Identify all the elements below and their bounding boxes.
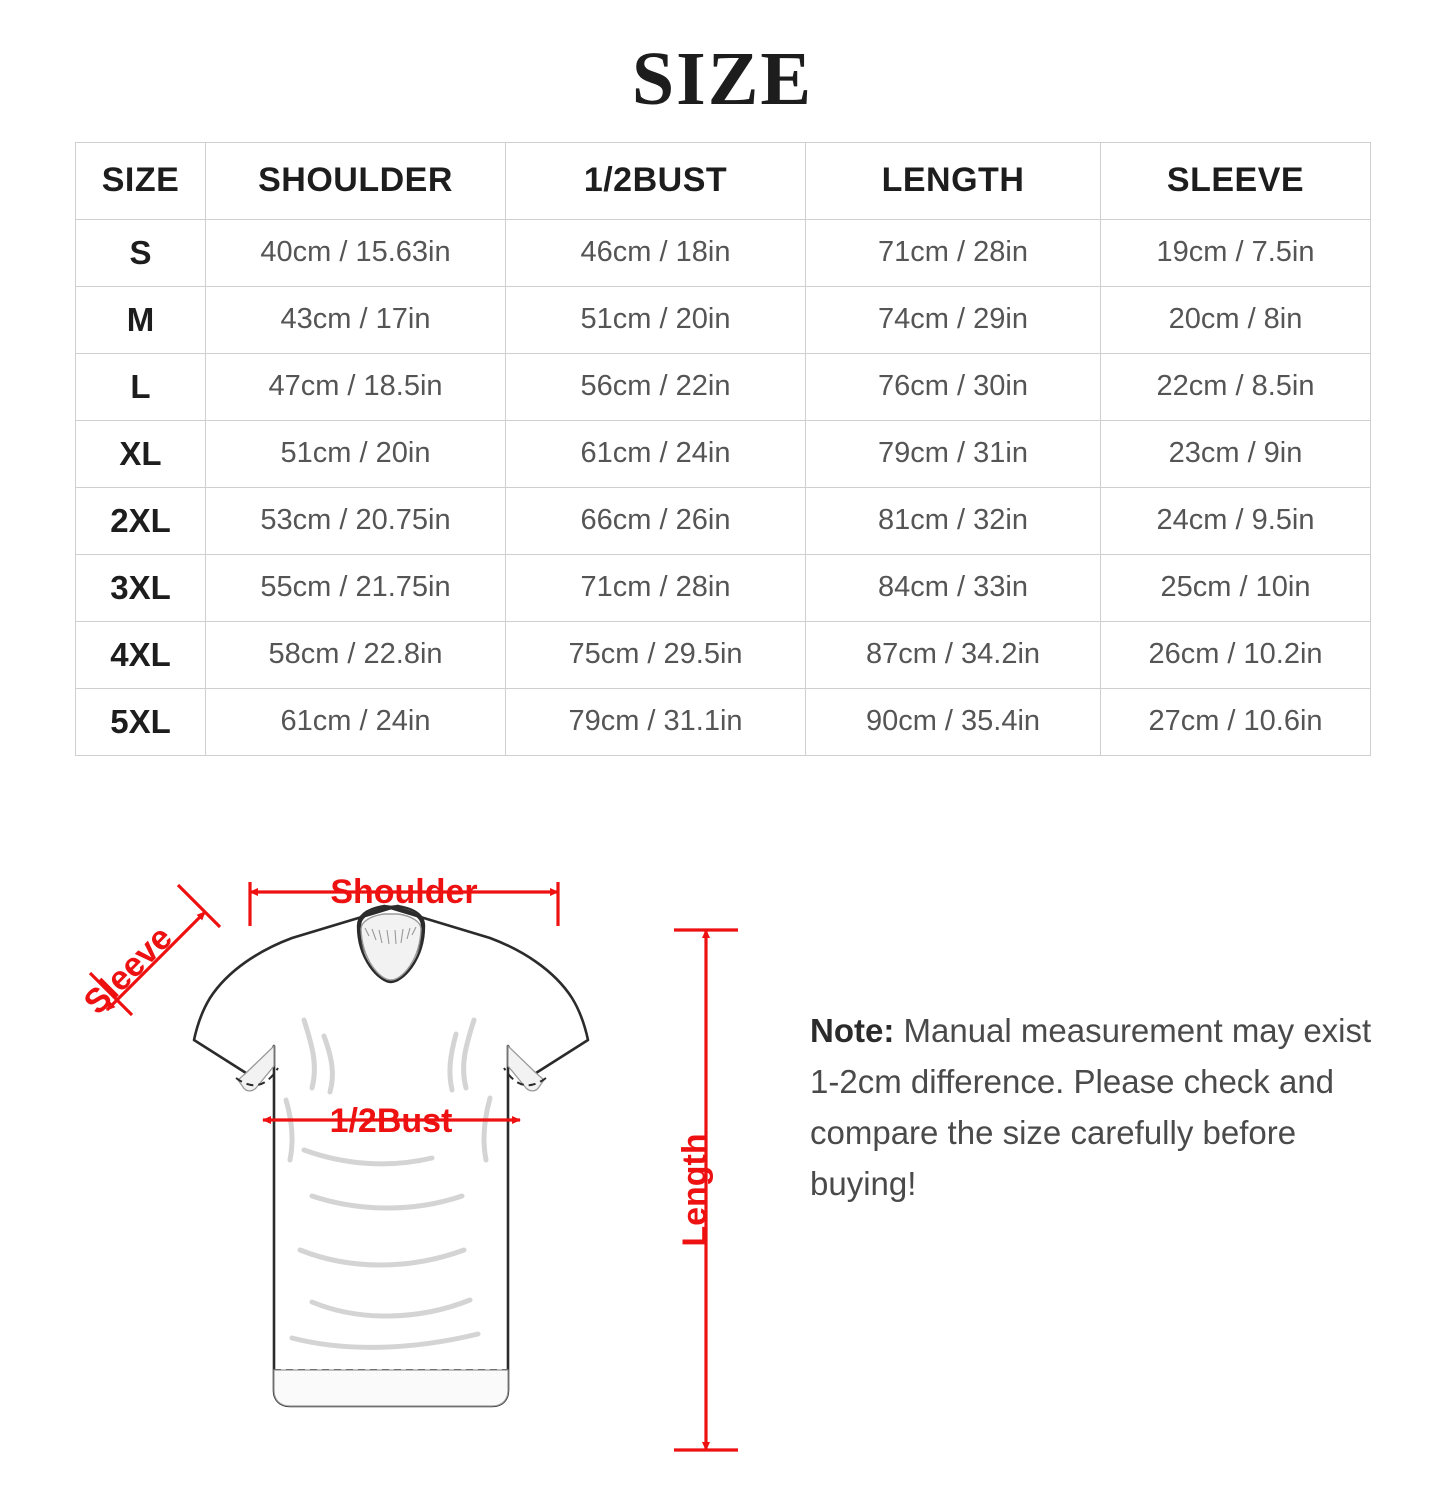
- cell-length: 74cm / 29in: [806, 286, 1101, 353]
- cell-sleeve: 23cm / 9in: [1101, 420, 1371, 487]
- column-header-shoulder: SHOULDER: [206, 142, 506, 219]
- note-body: Manual measurement may exist 1-2cm difference. Please check and compare the size carefully before buying!: [810, 1012, 1372, 1203]
- table-header-row: [76, 142, 1371, 219]
- cell-bust: 75cm / 29.5in: [506, 621, 806, 688]
- cell-sleeve: 27cm / 10.6in: [1101, 688, 1371, 755]
- cell-shoulder: 43cm / 17in: [206, 286, 506, 353]
- cell-size: L: [76, 353, 206, 420]
- cell-size: S: [76, 219, 206, 286]
- table-row: [76, 219, 1371, 286]
- shoulder-label: Shoulder: [330, 873, 478, 911]
- sleeve-dimension: [77, 885, 220, 1022]
- cell-bust: 56cm / 22in: [506, 353, 806, 420]
- cell-shoulder: 40cm / 15.63in: [206, 219, 506, 286]
- cell-length: 84cm / 33in: [806, 554, 1101, 621]
- length-dimension: [674, 930, 738, 1450]
- cell-size: 5XL: [76, 688, 206, 755]
- cell-shoulder: 58cm / 22.8in: [206, 621, 506, 688]
- table-row: [76, 554, 1371, 621]
- cell-size: 2XL: [76, 487, 206, 554]
- cell-bust: 71cm / 28in: [506, 554, 806, 621]
- column-header-bust: 1/2BUST: [506, 142, 806, 219]
- table-row: [76, 688, 1371, 755]
- note-text: [810, 1005, 1400, 1210]
- cell-sleeve: 22cm / 8.5in: [1101, 353, 1371, 420]
- cell-size: 4XL: [76, 621, 206, 688]
- cell-bust: 66cm / 26in: [506, 487, 806, 554]
- cell-length: 71cm / 28in: [806, 219, 1101, 286]
- cell-sleeve: 26cm / 10.2in: [1101, 621, 1371, 688]
- tshirt-diagram-svg: [60, 830, 800, 1470]
- column-header-sleeve: SLEEVE: [1101, 142, 1371, 219]
- cell-length: 76cm / 30in: [806, 353, 1101, 420]
- length-label: Length: [676, 1133, 714, 1247]
- cell-length: 87cm / 34.2in: [806, 621, 1101, 688]
- cell-length: 81cm / 32in: [806, 487, 1101, 554]
- cell-size: 3XL: [76, 554, 206, 621]
- note-label: Note:: [810, 1012, 895, 1049]
- cell-sleeve: 20cm / 8in: [1101, 286, 1371, 353]
- size-chart-table: [75, 142, 1370, 756]
- cell-bust: 61cm / 24in: [506, 420, 806, 487]
- cell-length: 79cm / 31in: [806, 420, 1101, 487]
- cell-shoulder: 53cm / 20.75in: [206, 487, 506, 554]
- table-row: [76, 420, 1371, 487]
- cell-bust: 79cm / 31.1in: [506, 688, 806, 755]
- cell-bust: 51cm / 20in: [506, 286, 806, 353]
- tshirt-illustration: [194, 906, 588, 1406]
- table-row: [76, 487, 1371, 554]
- table-row: [76, 353, 1371, 420]
- column-header-length: LENGTH: [806, 142, 1101, 219]
- cell-size: M: [76, 286, 206, 353]
- measurement-diagram: [0, 810, 1445, 1485]
- cell-sleeve: 25cm / 10in: [1101, 554, 1371, 621]
- cell-sleeve: 24cm / 9.5in: [1101, 487, 1371, 554]
- cell-size: XL: [76, 420, 206, 487]
- bust-label: 1/2Bust: [329, 1102, 453, 1140]
- table-row: [76, 286, 1371, 353]
- cell-shoulder: 61cm / 24in: [206, 688, 506, 755]
- cell-shoulder: 55cm / 21.75in: [206, 554, 506, 621]
- cell-length: 90cm / 35.4in: [806, 688, 1101, 755]
- cell-shoulder: 51cm / 20in: [206, 420, 506, 487]
- cell-sleeve: 19cm / 7.5in: [1101, 219, 1371, 286]
- cell-shoulder: 47cm / 18.5in: [206, 353, 506, 420]
- table-row: [76, 621, 1371, 688]
- cell-bust: 46cm / 18in: [506, 219, 806, 286]
- column-header-size: SIZE: [76, 142, 206, 219]
- page-title: SIZE: [631, 37, 814, 121]
- sleeve-label: Sleeve: [76, 918, 180, 1022]
